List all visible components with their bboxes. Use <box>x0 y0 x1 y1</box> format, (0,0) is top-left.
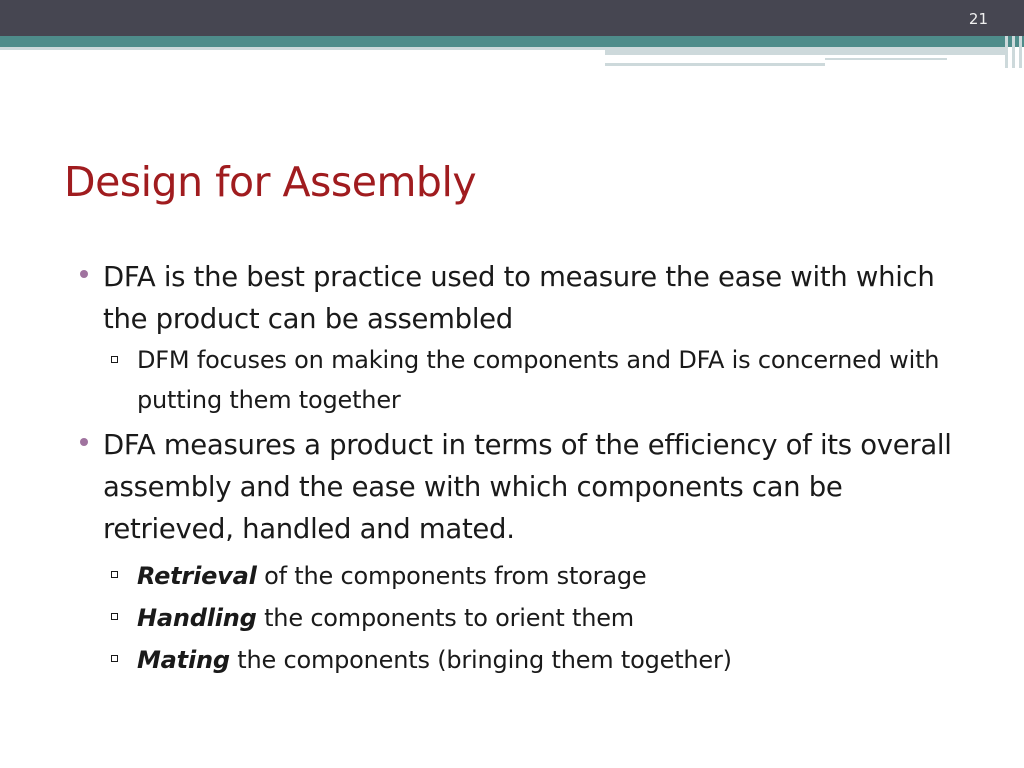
sub-bullet-square-icon <box>111 613 118 620</box>
sub-bullet-emphasis: Retrieval <box>137 562 257 590</box>
bullet-text: DFA measures a product in terms of the efficiency of its overall assembly and the ease with which components can be retrieved, handled and mated. <box>103 429 952 545</box>
bullet-item <box>76 256 981 340</box>
slide-title: Design for Assembly <box>64 158 477 206</box>
accent-band-light <box>0 47 605 50</box>
slide-number: 21 <box>968 10 988 28</box>
sub-bullet-text: the components (bringing them together) <box>229 646 732 674</box>
accent-band-right <box>605 47 1005 55</box>
sub-bullet-emphasis: Mating <box>137 646 230 674</box>
decorative-line <box>1005 36 1008 68</box>
bullet-dot-icon <box>80 270 88 278</box>
sub-bullet-item <box>76 340 981 420</box>
sub-bullet-text: of the components from storage <box>256 562 647 590</box>
bullet-item <box>76 424 981 550</box>
slide-content <box>76 256 981 681</box>
decorative-line <box>1019 36 1022 68</box>
sub-bullet-emphasis: Handling <box>137 604 257 632</box>
sub-bullet-item <box>76 555 981 597</box>
accent-band-right-thin <box>825 58 947 60</box>
top-bar <box>0 0 1024 36</box>
bullet-text: DFA is the best practice used to measure the ease with which the product can be assembled <box>103 261 935 335</box>
sub-bullet-item <box>76 597 981 639</box>
sub-bullet-square-icon <box>111 571 118 578</box>
sub-bullet-item <box>76 639 981 681</box>
sub-bullet-square-icon <box>111 655 118 662</box>
sub-bullet-text: DFM focuses on making the components and DFA is concerned with putting them together <box>137 346 940 414</box>
accent-band-right-lower <box>605 63 825 66</box>
decorative-line <box>1012 36 1015 68</box>
sub-bullet-text: the components to orient them <box>256 604 634 632</box>
sub-bullet-square-icon <box>111 356 118 363</box>
bullet-dot-icon <box>80 438 88 446</box>
accent-band <box>0 36 1024 47</box>
